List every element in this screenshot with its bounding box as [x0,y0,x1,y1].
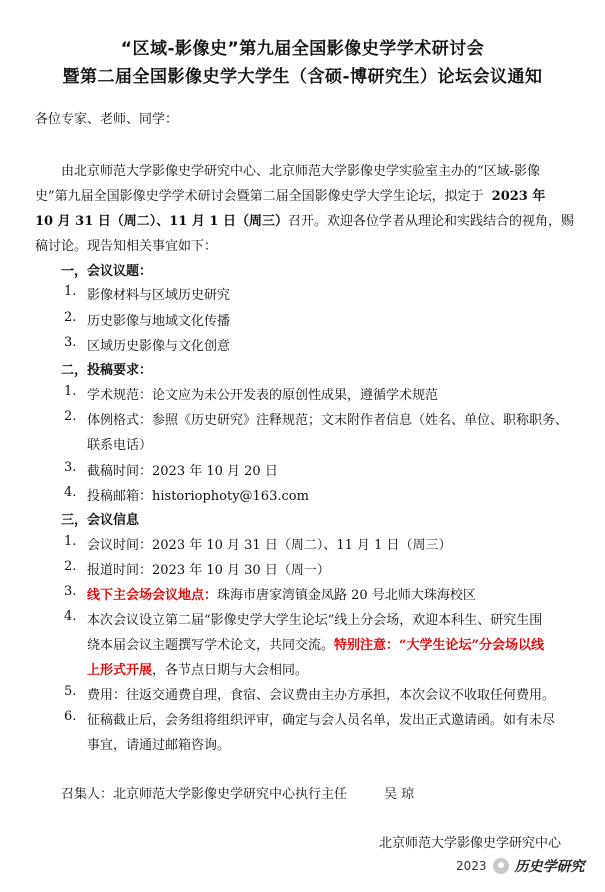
s3-item4-line3 [87,659,308,678]
s3-item4-line3-text: ，各节点日期与大会相同。 [152,663,309,678]
s3-item4-num: 4. [64,609,77,624]
s1-item1-text: 影像材料与区域历史研究 [87,288,231,303]
intro-line-1: 由北京师范大学影像史学研究中心、北京师范大学影像史学实验室主办的“区域-影像 [61,164,541,179]
intro-line-3 [35,210,574,229]
s3-item2-text: 报道时间：2023 年 10 月 30 日（周一） [87,563,330,578]
intro-dates: 10 月 31 日（周二）、11 月 1 日（周三） [35,214,288,229]
s2-item1-text: 学术规范：论文应为未公开发表的原创性成果，遵循学术规范 [87,388,439,403]
s2-item4-num: 4. [64,485,77,500]
s2-item3-num: 3. [64,460,77,475]
venue-text: 珠海市唐家湾镇金凤路 20 号北师大珠海校区 [217,588,476,603]
greeting: 各位专家、老师、同学： [35,112,179,127]
intro-line-4: 稿讨论。现告知相关事宜如下： [35,239,218,254]
section3-heading: 三，会议信息 [61,513,140,528]
s2-item2-text-cont: 联系电话） [87,438,153,453]
s3-item3 [87,584,476,603]
s1-item1-num: 1. [64,284,77,299]
s3-item6-line1: 征稿截止后，会务组将组织评审，确定与会人员名单，发出正式邀请函。如有未尽 [87,713,556,728]
convener-name: 吴 琼 [384,787,415,802]
intro-year: 2023 年 [491,189,546,204]
venue-label: 线下主会场会议地点： [87,588,218,603]
special-note-cont: 上形式开展 [87,663,153,678]
s2-item1-num: 1. [64,384,77,399]
footer-org: 北京师范大学影像史学研究中心 [379,836,562,851]
s1-item3-text: 区域历史影像与文化创意 [87,339,231,354]
s2-item2-text: 体例格式：参照《历史研究》注释规范；文末附作者信息（姓名、单位、职称职务、 [87,413,569,428]
convener-label: 召集人：北京师范大学影像史学研究中心执行主任 [61,787,348,802]
intro-line-3-text: 召开。欢迎各位学者从理论和实践结合的视角，赐 [287,214,574,229]
intro-line-2-text: 史”第九届全国影像史学学术研讨会暨第二届全国影像史学大学生论坛，拟定于 [35,189,484,204]
s1-item3-num: 3. [64,335,77,350]
s3-item1-num: 1. [64,534,77,549]
s2-item3-text: 截稿时间：2023 年 10 月 20 日 [87,464,278,479]
s3-item4-line2 [87,634,544,653]
special-note: 特别注意：“大学生论坛”分会场以线 [334,638,544,653]
s3-item5-text: 费用：往返交通费自理，食宿、会议费由主办方承担，本次会议不收取任何费用。 [87,688,556,703]
s1-item2-num: 2. [64,310,77,325]
notice-title-line2: 暨第二届全国影像史学大学生（含硕-博研究生）论坛会议通知 [62,67,543,87]
s1-item2-text: 历史影像与地域文化传播 [87,314,231,329]
notice-title-line1: “区域-影像史”第九届全国影像史学学术研讨会 [120,39,485,59]
footer-watermark [456,856,585,876]
s3-item3-num: 3. [64,584,77,599]
s2-item2-num: 2. [64,409,77,424]
watermark-account-name: 历史学研究 [514,859,585,875]
s2-item4-text: 投稿邮箱：historiophoty@163.com [87,489,309,504]
s3-item4-line2-text: 绕本届会议主题撰写学术论文，共同交流。 [87,638,335,653]
s3-item5-num: 5. [64,684,77,699]
s3-item4-line1: 本次会议设立第二届“影像史学大学生论坛”线上分会场，欢迎本科生、研究生围 [87,613,543,628]
footer-date: 2023 [456,859,487,873]
section2-heading: 二，投稿要求： [61,363,153,378]
s3-item6-num: 6. [64,709,77,724]
s3-item6-line2: 事宜，请通过邮箱咨询。 [87,738,231,753]
wechat-account-icon [493,858,509,874]
s3-item2-num: 2. [64,559,77,574]
section1-heading: 一，会议议题： [61,264,153,279]
intro-line-2 [35,185,545,204]
s3-item1-text: 会议时间：2023 年 10 月 31 日（周二）、11 月 1 日（周三） [87,538,452,553]
